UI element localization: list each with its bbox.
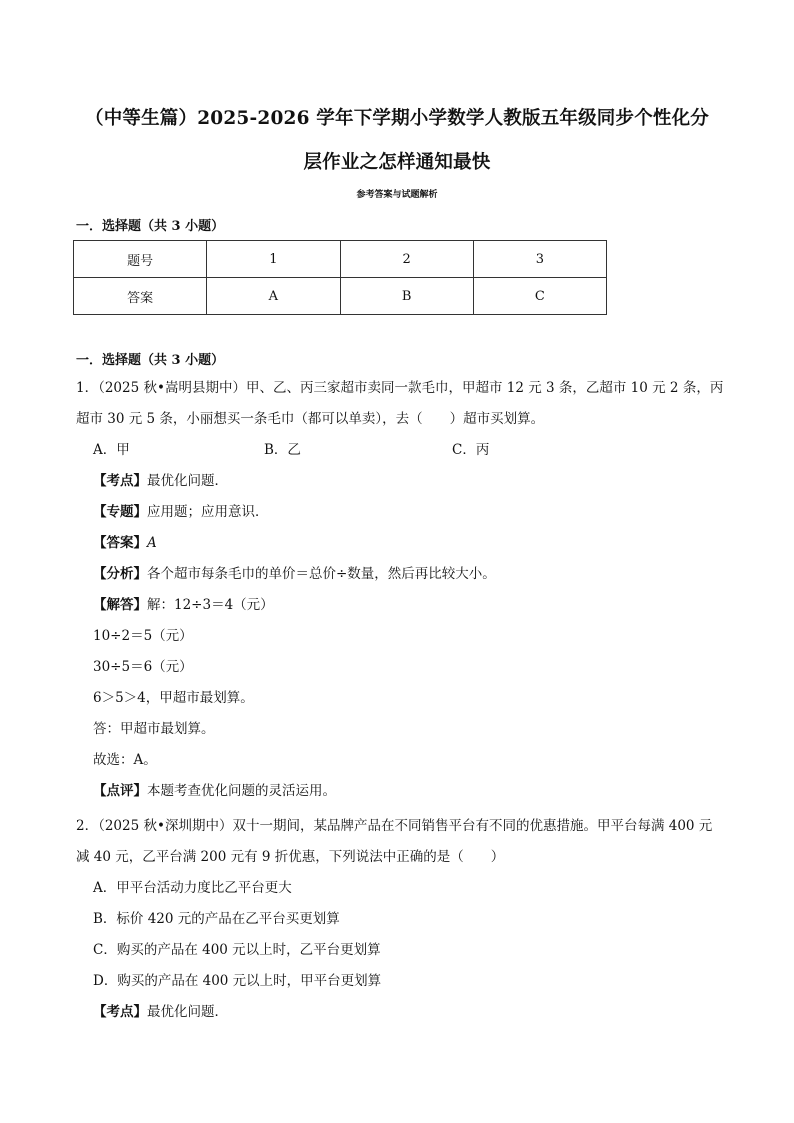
zhuanti-text: 应用题；应用意识． — [147, 504, 269, 520]
table-cell: 1 — [207, 241, 340, 278]
kaodian-line — [76, 466, 726, 497]
question-stem: 1．（2025 秋•嵩明县期中）甲、乙、丙三家超市卖同一款毛巾，甲超市 12 元 3 条，乙超市 10 元 2 条，丙 — [76, 380, 724, 396]
kaodian-text: 最优化问题． — [147, 1004, 228, 1020]
table-row — [74, 241, 607, 278]
jieda-text: 解：12÷3＝4（元） — [147, 597, 274, 613]
tag-label: 【专题】 — [93, 504, 147, 520]
table-cell: 3 — [473, 241, 606, 278]
option-c: C．购买的产品在 400 元以上时，乙平台更划算 — [93, 942, 381, 958]
tag-label: 【解答】 — [93, 597, 147, 613]
table-cell: C — [473, 278, 606, 315]
fenxi-line — [76, 559, 726, 590]
title-line-2: 层作业之怎样通知最快 — [303, 152, 491, 173]
table-cell: B — [340, 278, 473, 315]
section-title-questions: 一．选择题（共 3 小题） — [76, 353, 225, 368]
dianping-line — [76, 776, 726, 807]
question-1 — [76, 373, 726, 807]
option-d: D．购买的产品在 400 元以上时，甲平台更划算 — [93, 973, 382, 989]
question-2 — [76, 811, 726, 1028]
zhuanti-line — [76, 497, 726, 528]
document-title — [60, 97, 734, 185]
table-cell: 题号 — [74, 241, 207, 278]
fenxi-text: 各个超市每条毛巾的单价＝总价÷数量，然后再比较大小。 — [147, 566, 496, 582]
dianping-text: 本题考查优化问题的灵活运用。 — [147, 783, 336, 799]
section-title-answers: 一．选择题（共 3 小题） — [76, 219, 225, 234]
solution-step: 10÷2＝5（元） — [93, 628, 193, 644]
options-row — [76, 435, 726, 466]
tag-label: 【考点】 — [93, 1004, 147, 1020]
solution-step: 30÷5＝6（元） — [93, 659, 193, 675]
question-stem: 减 40 元，乙平台满 200 元有 9 折优惠，下列说法中正确的是（ ） — [76, 849, 505, 865]
daan-text: A — [147, 535, 157, 551]
jieda-line — [76, 590, 726, 621]
option-b: B．乙 — [264, 442, 301, 458]
table-row — [74, 278, 607, 315]
solution-step: 故选：A。 — [93, 752, 157, 768]
question-stem: 超市 30 元 5 条，小丽想买一条毛巾（都可以单卖），去（ ）超市买划算。 — [76, 411, 545, 427]
table-cell: 答案 — [74, 278, 207, 315]
daan-line — [76, 528, 726, 559]
table-cell: A — [207, 278, 340, 315]
tag-label: 【分析】 — [93, 566, 147, 582]
title-line-1: （中等生篇）2025-2026 学年下学期小学数学人教版五年级同步个性化分 — [85, 108, 709, 129]
question-stem: 2．（2025 秋•深圳期中）双十一期间，某品牌产品在不同销售平台有不同的优惠措施。甲平台每满 400 元 — [76, 818, 713, 834]
answer-table — [73, 240, 607, 315]
solution-step: 6＞5＞4，甲超市最划算。 — [93, 690, 254, 706]
tag-label: 【答案】 — [93, 535, 147, 551]
document-subtitle: 参考答案与试题解析 — [356, 190, 438, 200]
option-a: A．甲 — [93, 442, 130, 458]
option-c: C．丙 — [452, 442, 490, 458]
solution-step: 答：甲超市最划算。 — [93, 721, 215, 737]
tag-label: 【点评】 — [93, 783, 147, 799]
kaodian-line — [76, 997, 726, 1028]
tag-label: 【考点】 — [93, 473, 147, 489]
option-b: B．标价 420 元的产品在乙平台买更划算 — [93, 911, 340, 927]
kaodian-text: 最优化问题． — [147, 473, 228, 489]
option-a: A．甲平台活动力度比乙平台更大 — [93, 880, 292, 896]
table-cell: 2 — [340, 241, 473, 278]
